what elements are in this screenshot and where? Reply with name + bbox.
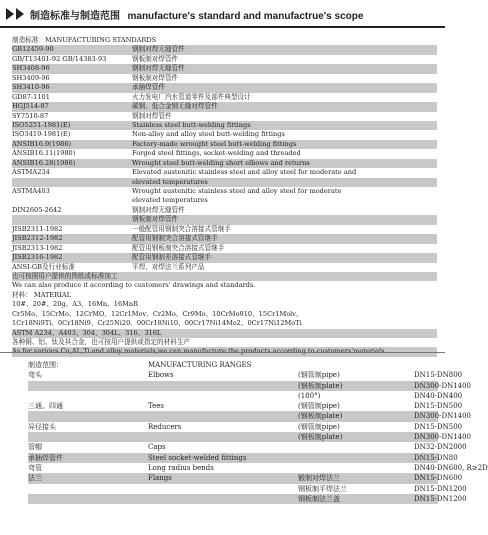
range-product-en bbox=[148, 381, 298, 391]
range-type: (钢板制plate) bbox=[298, 412, 343, 421]
ranges-heading-en: MANUFACTURING RANGES bbox=[148, 361, 252, 369]
range-row bbox=[28, 442, 467, 452]
standard-description: Non-alloy and alloy steel butt-welding fittings bbox=[132, 130, 285, 139]
standard-row bbox=[12, 178, 437, 187]
standard-description: elevated temperatures bbox=[132, 177, 208, 186]
section-divider bbox=[0, 352, 445, 353]
standard-code: SY7510-87 bbox=[12, 111, 49, 120]
note-line: Cr5Mo、15CrMo、12CrMO、12Cr1Mov、Cr2Mo、Cr9Mo、10CrMo910、15Cr1Molv、 bbox=[12, 309, 303, 318]
standard-code: DIN2605-2642 bbox=[12, 205, 62, 214]
range-product-cn bbox=[28, 411, 148, 421]
standard-description: 配管用钢制突合溶接式管继手 bbox=[132, 234, 218, 243]
range-product-cn: 异径接头 bbox=[28, 422, 56, 431]
range-type: (180°) bbox=[298, 391, 321, 400]
ranges-heading bbox=[28, 360, 438, 370]
standard-row bbox=[12, 244, 437, 253]
range-product-cn bbox=[28, 391, 148, 401]
standard-code: JISB2312-1982 bbox=[12, 234, 63, 243]
standard-code: GB12459-90 bbox=[12, 45, 54, 54]
standard-row bbox=[12, 253, 437, 262]
section-title bbox=[30, 7, 363, 22]
range-type: (钢板制plate) bbox=[298, 381, 343, 390]
range-product-en bbox=[148, 484, 298, 494]
standard-code: ANSI-GB及行业标准 bbox=[12, 262, 75, 271]
range-product-cn: 承插焊管件 bbox=[28, 453, 63, 462]
standard-code: ISO3419-1981(E) bbox=[12, 130, 71, 139]
standard-description: 火力发电厂汽水管道零件及部件典型设计 bbox=[132, 92, 251, 101]
note-line: 各种铜、铝、钛及其合金，也可按用户提供或指定的材料生产 bbox=[12, 338, 191, 346]
range-type: 钢板制平焊法兰 bbox=[298, 484, 347, 493]
range-product-cn bbox=[28, 432, 148, 442]
range-product-en: Flangs bbox=[148, 474, 172, 483]
range-product-en: Long radius bends bbox=[148, 463, 214, 472]
range-type bbox=[298, 442, 414, 452]
range-dn: DN300-DN1400 bbox=[414, 381, 472, 390]
range-dn: DN32-DN2000 bbox=[414, 443, 467, 452]
standard-row bbox=[12, 234, 437, 243]
range-product-en: Tees bbox=[148, 402, 165, 411]
standard-code: JISB2311-1982 bbox=[12, 224, 63, 233]
standard-code: GD87-1101 bbox=[12, 92, 50, 101]
range-dn: DN300-DN1400 bbox=[414, 412, 472, 421]
standard-row bbox=[12, 196, 437, 205]
range-product-en bbox=[148, 391, 298, 401]
standard-description: Wrought austenitic stainless steel and alloy steel for moderate bbox=[132, 187, 342, 195]
standards-heading: 制造标准：MANUFACTURING STANDARDS bbox=[12, 36, 157, 44]
section-title-en: manufacture's standard and manufactrue's scope bbox=[127, 10, 364, 22]
range-product-cn bbox=[28, 381, 148, 391]
standard-description: Factory-made wrought steel butt-welding fittings bbox=[132, 139, 297, 148]
note-line: 材料： MATERIAL bbox=[12, 290, 71, 299]
standard-description: 承插焊管件 bbox=[132, 83, 165, 92]
standard-code: JISB2313-1982 bbox=[12, 243, 63, 252]
range-dn: DN15-DN600 bbox=[414, 474, 463, 483]
range-product-en: Steel socket-welded fittings bbox=[148, 453, 247, 462]
range-product-cn: 管帽 bbox=[28, 443, 42, 452]
standard-row bbox=[12, 140, 437, 149]
range-row bbox=[28, 391, 463, 401]
range-dn: DN15-DN500 bbox=[414, 422, 463, 431]
range-row bbox=[28, 370, 463, 380]
standard-code: ISO5251-1981(E) bbox=[12, 120, 71, 129]
standard-description: 钢制对焊无缝管件 bbox=[132, 205, 185, 214]
range-type: (钢管制pipe) bbox=[298, 371, 340, 380]
standard-code: ANSIB16.11(1980) bbox=[12, 149, 76, 158]
standard-row bbox=[12, 206, 437, 215]
standard-description: 钢板制对焊管件 bbox=[132, 215, 179, 224]
range-row bbox=[28, 422, 463, 432]
range-product-en bbox=[148, 432, 298, 442]
standard-row bbox=[12, 215, 437, 224]
standard-description: 一般配管用钢制突合溶接式管继手 bbox=[132, 224, 231, 233]
standard-code bbox=[12, 215, 132, 224]
range-product-en: Caps bbox=[148, 443, 166, 452]
range-dn: DN300-DN1400 bbox=[414, 433, 472, 442]
range-type: 钢板制法兰盖 bbox=[298, 494, 340, 503]
section-title-cn: 制造标准与制造范围 bbox=[30, 10, 120, 22]
double-arrow-icon bbox=[6, 8, 14, 20]
standard-description: Forged steel fittings, socket-welding and threaded bbox=[132, 149, 301, 158]
standard-description: 配管用钢制差溶接式管继手 bbox=[132, 253, 212, 262]
standard-description: 钢板制对焊管件 bbox=[132, 54, 179, 63]
standard-code bbox=[12, 196, 132, 205]
range-row bbox=[28, 453, 458, 463]
standard-description: Wrought steel butt-welding short elbows and returns bbox=[132, 158, 310, 167]
standard-code: SH3408-96 bbox=[12, 64, 50, 73]
standard-row bbox=[12, 187, 437, 196]
standard-row bbox=[12, 83, 437, 92]
standard-description: 钢制对焊管件 bbox=[132, 111, 172, 120]
standard-description: 碳钢、低合金钢无缝对焊管件 bbox=[132, 102, 218, 111]
standard-code: HGJ514-87 bbox=[12, 102, 49, 111]
standard-code: SH3409-96 bbox=[12, 73, 50, 82]
standard-row bbox=[12, 130, 437, 139]
range-row bbox=[28, 463, 488, 473]
range-product-en bbox=[148, 494, 298, 504]
standard-row bbox=[12, 45, 437, 54]
range-product-en: Reducers bbox=[148, 422, 182, 431]
range-dn: DN15-DN1200 bbox=[414, 484, 467, 493]
range-dn: DN40-DN600, R≥2D bbox=[414, 463, 488, 472]
range-row bbox=[28, 401, 463, 411]
range-row bbox=[28, 473, 463, 483]
section-header bbox=[6, 4, 363, 24]
standard-description: 平焊、对焊法兰系列产品 bbox=[132, 262, 205, 271]
note-line: ASTM A234、A403、304、304L、316、316L bbox=[12, 329, 437, 338]
range-product-cn: 三通、四通 bbox=[28, 402, 63, 411]
standard-description: Stainless steel butt-welding fittings bbox=[132, 120, 251, 129]
range-product-cn: 弯头 bbox=[28, 371, 42, 380]
standards-section bbox=[12, 36, 437, 357]
range-product-cn: 弯管 bbox=[28, 463, 42, 472]
range-dn: DN15-DN800 bbox=[414, 371, 463, 380]
standard-description: 钢制对焊无缝管件 bbox=[132, 64, 185, 73]
standard-row bbox=[12, 93, 437, 102]
range-row bbox=[28, 381, 472, 391]
standard-row bbox=[12, 225, 437, 234]
range-row bbox=[28, 484, 467, 494]
standard-code: JISB2316-1982 bbox=[12, 253, 63, 262]
standard-row bbox=[12, 112, 437, 121]
note-line: 10#、20#、20g、A3、16Mn、16MnR bbox=[12, 300, 139, 309]
standard-row bbox=[12, 121, 437, 130]
range-product-en bbox=[148, 411, 298, 421]
standard-row bbox=[12, 159, 437, 168]
range-type: (钢管制pipe) bbox=[298, 402, 340, 411]
standard-description: Elevated austenitic stainless steel and alloy steel for moderate and bbox=[132, 168, 357, 177]
range-dn: DN40-DN400 bbox=[414, 391, 463, 400]
standard-code: ASTMA403 bbox=[12, 187, 50, 195]
range-type: (钢板制plate) bbox=[298, 433, 343, 442]
standard-row bbox=[12, 74, 437, 83]
range-product-cn bbox=[28, 494, 148, 504]
standard-description: elevated temperatures bbox=[132, 196, 208, 205]
note-line: We can also produce it according to customers' drawings and standards. bbox=[12, 281, 256, 290]
range-type: 锻制对焊法兰 bbox=[298, 474, 340, 483]
standard-code: ANSIB16.9(1986) bbox=[12, 139, 72, 148]
standard-row bbox=[12, 168, 437, 177]
range-type: (钢管制pipe) bbox=[298, 422, 340, 431]
range-product-cn: 法兰 bbox=[28, 474, 42, 483]
standard-description: 配管用钢板制突合溶接式管继手 bbox=[132, 243, 225, 252]
standard-row bbox=[12, 64, 437, 73]
standard-description: 钢板制对焊管件 bbox=[132, 73, 179, 82]
range-product-cn bbox=[28, 484, 148, 494]
note-line: 也可按照用户提供的图纸或标准加工 bbox=[12, 272, 437, 281]
standard-description: 钢制对焊无缝管件 bbox=[132, 45, 185, 54]
standard-row bbox=[12, 149, 437, 158]
range-row bbox=[28, 494, 467, 504]
range-type bbox=[298, 453, 414, 463]
ranges-heading-cn: 制造范围： bbox=[28, 361, 63, 369]
range-row bbox=[28, 411, 472, 421]
standard-code: ASTMA234 bbox=[12, 168, 50, 177]
range-product-en: Elbows bbox=[148, 371, 174, 380]
ranges-section bbox=[28, 360, 488, 504]
standard-row bbox=[12, 263, 437, 272]
standard-code: SH3410-96 bbox=[12, 83, 50, 92]
note-line: 1Cr18Ni9Ti、0Cr18Ni9、Cr25Ni20、00Cr18Ni10、00Cr17Ni14Mo2、0Cr17Ni12MoTi bbox=[12, 319, 302, 328]
standard-code: GB/T13401-92 GB/14383-93 bbox=[12, 54, 107, 63]
range-type bbox=[298, 463, 414, 473]
range-dn: DN15-DN1200 bbox=[414, 494, 467, 503]
standard-row bbox=[12, 102, 437, 111]
standard-code: ANSIB16.28(1986) bbox=[12, 158, 76, 167]
range-row bbox=[28, 432, 472, 442]
double-arrow-icon-2 bbox=[16, 8, 24, 20]
range-dn: DN15-DN80 bbox=[414, 453, 458, 462]
header-rule bbox=[0, 26, 445, 28]
standard-row bbox=[12, 55, 437, 64]
standard-code bbox=[12, 178, 132, 187]
range-dn: DN15-DN500 bbox=[414, 402, 463, 411]
